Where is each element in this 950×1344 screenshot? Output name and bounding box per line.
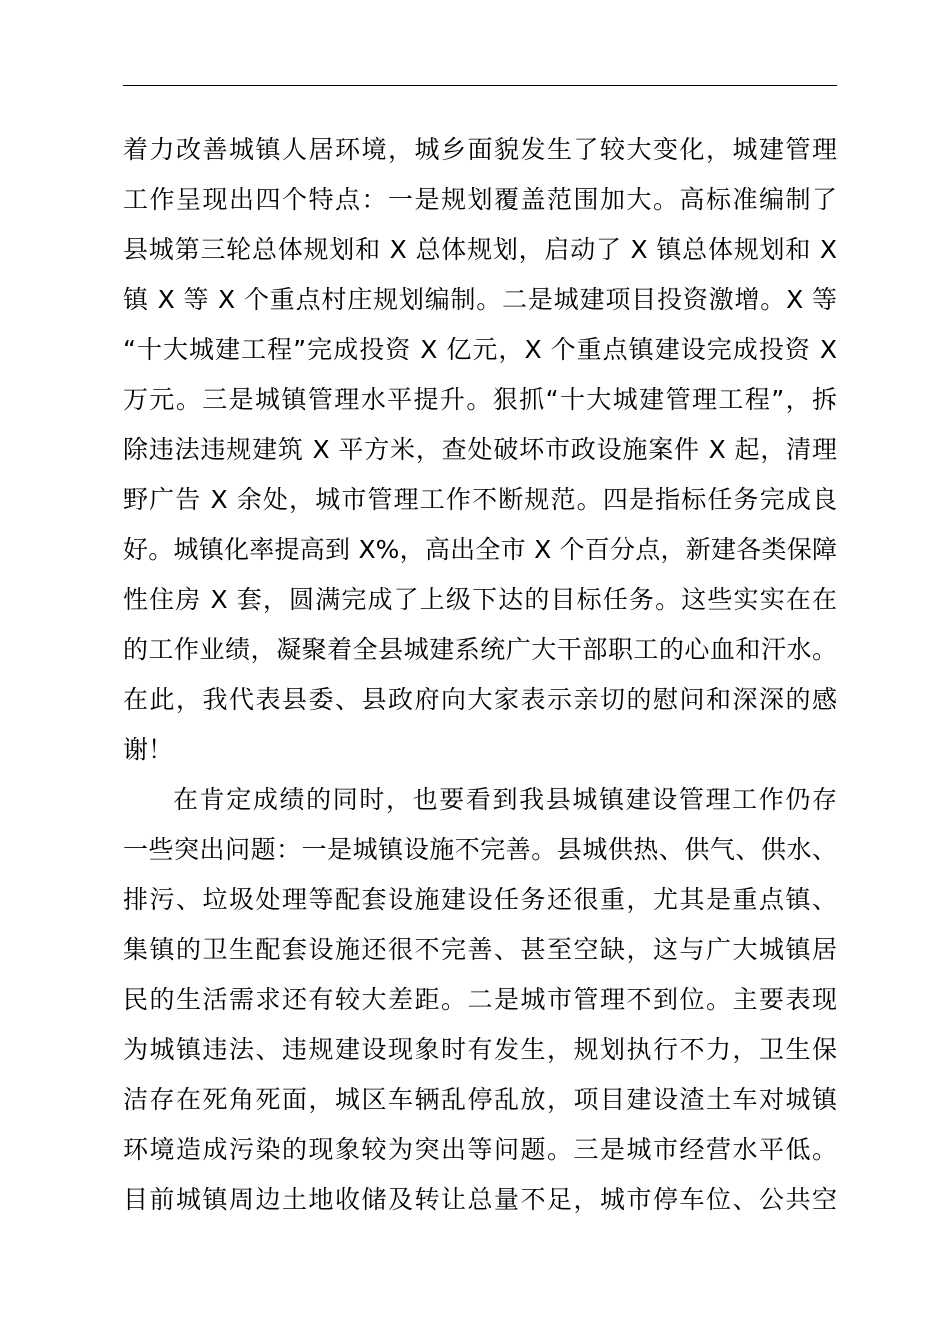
text-line: 万元。三是城镇管理水平提升。狠抓“十大城建管理工程”，拆 [123, 385, 837, 414]
text-line: 除违法违规建筑 X 平方米，查处破坏市政设施案件 X 起，清理 [123, 435, 837, 464]
text-line: 性住房 X 套，圆满完成了上级下达的目标任务。这些实实在在 [123, 585, 837, 614]
text-line: 的工作业绩，凝聚着全县城建系统广大干部职工的心血和汗水。 [123, 635, 837, 664]
paragraph [123, 125, 837, 775]
header-rule [123, 85, 837, 86]
text-line: 环境造成污染的现象较为突出等问题。三是城市经营水平低。 [123, 1135, 837, 1164]
text-line: 洁存在死角死面，城区车辆乱停乱放，项目建设渣土车对城镇 [123, 1085, 837, 1114]
document-body [123, 125, 837, 1225]
text-line: 一些突出问题：一是城镇设施不完善。县城供热、供气、供水、 [123, 835, 837, 864]
text-line: 好。城镇化率提高到 X%，高出全市 X 个百分点，新建各类保障 [123, 535, 837, 564]
text-line: 在肯定成绩的同时，也要看到我县城镇建设管理工作仍存 [173, 785, 837, 814]
text-line: 谢！ [123, 735, 174, 764]
text-line: 排污、垃圾处理等配套设施建设任务还很重，尤其是重点镇、 [123, 885, 837, 914]
text-line: 民的生活需求还有较大差距。二是城市管理不到位。主要表现 [123, 985, 837, 1014]
text-line: 野广告 X 余处，城市管理工作不断规范。四是指标任务完成良 [123, 485, 837, 514]
text-line: 县城第三轮总体规划和 X 总体规划，启动了 X 镇总体规划和 X [123, 235, 837, 264]
paragraph [123, 775, 837, 1225]
text-line: 为城镇违法、违规建设现象时有发生，规划执行不力，卫生保 [123, 1035, 837, 1064]
text-line: 镇 X 等 X 个重点村庄规划编制。二是城建项目投资激增。X 等 [123, 285, 837, 314]
text-line: 目前城镇周边土地收储及转让总量不足，城市停车位、公共空 [123, 1185, 837, 1214]
text-line: 在此，我代表县委、县政府向大家表示亲切的慰问和深深的感 [123, 685, 837, 714]
text-line: 集镇的卫生配套设施还很不完善、甚至空缺，这与广大城镇居 [123, 935, 837, 964]
text-line: 工作呈现出四个特点：一是规划覆盖范围加大。高标准编制了 [123, 185, 837, 214]
text-line: “十大城建工程”完成投资 X 亿元，X 个重点镇建设完成投资 X [123, 335, 837, 364]
text-line: 着力改善城镇人居环境，城乡面貌发生了较大变化，城建管理 [123, 135, 837, 164]
